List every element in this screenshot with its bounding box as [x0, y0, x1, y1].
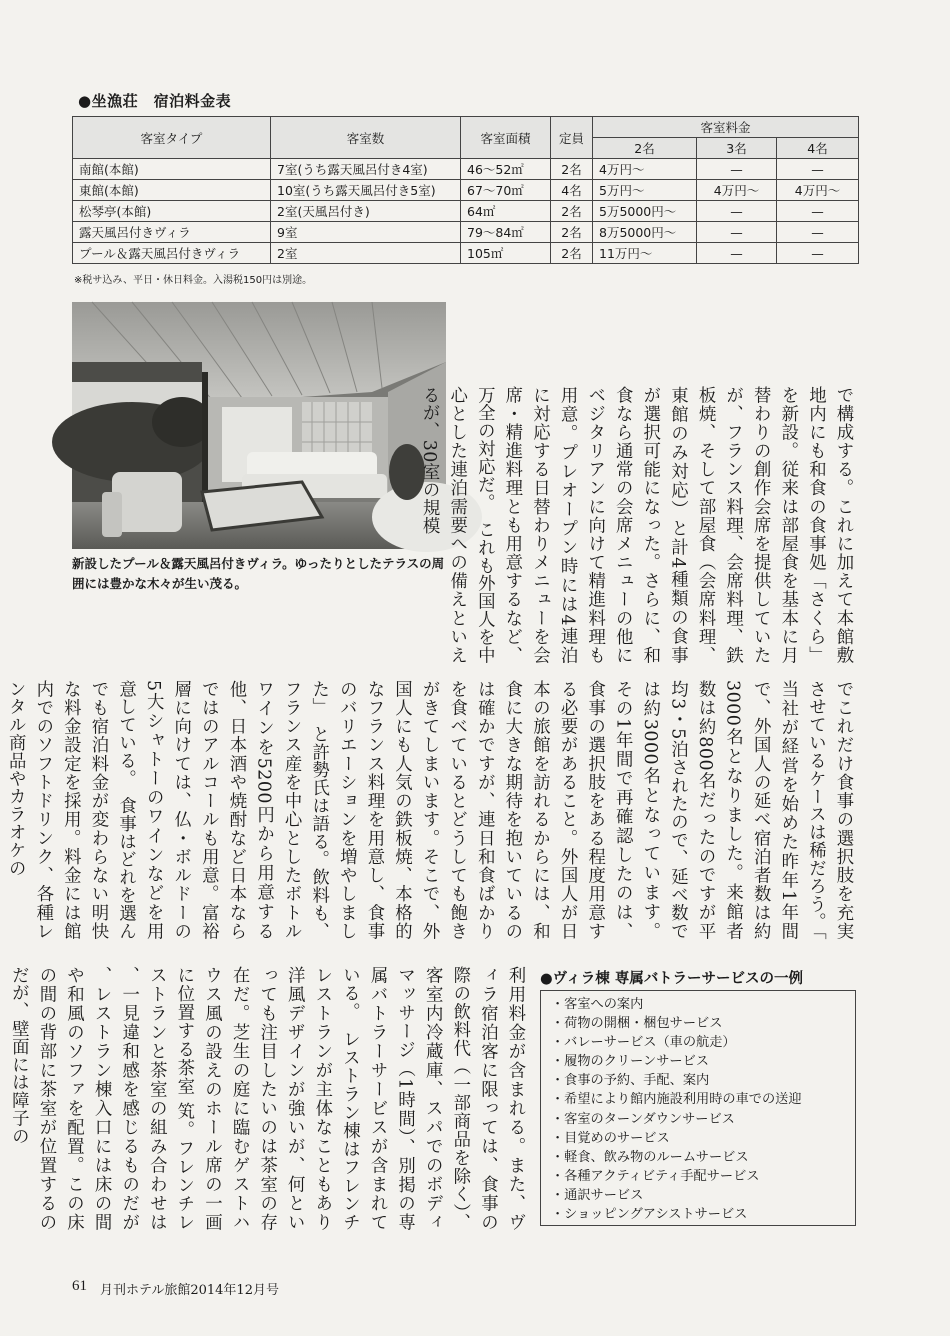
cell-room-count: 2室(天風呂付き) — [271, 201, 461, 222]
article-column-top: で構成する。これに加えて本館敷地内にも和食の食事処「さくら」を新設。従来は部屋食を基本に月替わりの創作会席を提供していたが、フランス料理、会席料理、鉄板焼、そして部屋食（会席料理、東館のみ対応）と計4種類の食事が選択可能になった。さらに、和食なら通常の会席メニューの他にベジタリアンに向けて精進料理も用意。プレオープン時には4連泊に対応する日替わりメニューを会席・精進料理とも用意するなど、万全の対応だ。 これも外国人を中心とした連泊需要への備えといえるが、30室の規模 — [419, 386, 853, 664]
cell-price-3: — — [697, 222, 777, 243]
list-item: ・軽食、飲み物のルームサービス — [551, 1149, 749, 1165]
service-list-title: ●ヴィラ棟 専属バトラーサービスの一例 — [540, 971, 804, 987]
cell-capacity: 4名 — [551, 180, 593, 201]
list-item: ・ショッピングアシストサービス — [551, 1207, 748, 1223]
cell-capacity: 2名 — [551, 243, 593, 264]
cell-room-count: 7室(うち露天風呂付き4室) — [271, 159, 461, 180]
cell-area: 67～70㎡ — [461, 180, 551, 201]
header-area: 客室面積 — [461, 117, 551, 159]
table-row — [73, 201, 859, 222]
list-item: ・食事の予約、手配、案内 — [551, 1073, 710, 1089]
cell-area: 64㎡ — [461, 201, 551, 222]
cell-room-count: 10室(うち露天風呂付き5室) — [271, 180, 461, 201]
service-list — [540, 990, 856, 1226]
cell-room-count: 9室 — [271, 222, 461, 243]
villa-interior-image — [72, 302, 446, 549]
cell-area: 46～52㎡ — [461, 159, 551, 180]
rate-table — [72, 116, 859, 264]
cell-room-type: 露天風呂付きヴィラ — [73, 222, 271, 243]
villa-photo — [72, 302, 446, 549]
article-column-bottom: 利用料金が含まれる。また、ヴィラ宿泊客に限っては、食事の際の飲料代（一部商品を除く）、客室内冷蔵庫、スパでのボディマッサージ（1時間）、別掲の専属バトラーサービスが含まれている。 レストラン棟はフレンチレストランが主体なこともあり洋風デザインが強いが、何といっても注目したいのは茶室の存在だ。芝生の庭に臨むゲストハウス風の設えのホール席の一画に位置する茶室 笂。フレンチレストランと茶室の組み合わせは、一見違和感を感じるものだが、レストラン棟入口には床の間や和風のソファを配置。この床の間の背部に茶室が位置するのだが、壁面には障子の — [8, 966, 525, 1231]
cell-price-4: — — [777, 159, 859, 180]
publication-name: 月刊ホテル旅館2014年12月号 — [100, 1283, 279, 1298]
list-item: ・希望により館内施設利用時の車での送迎 — [551, 1092, 802, 1108]
table-row — [73, 180, 859, 201]
table-title: ●坐漁荘 宿泊料金表 — [78, 92, 232, 110]
cell-room-type: 南館(本館) — [73, 159, 271, 180]
table-row — [73, 243, 859, 264]
list-item: ・目覚めのサービス — [551, 1130, 670, 1146]
header-capacity: 定員 — [551, 117, 593, 159]
table-row — [73, 159, 859, 180]
cell-price-4: — — [777, 243, 859, 264]
cell-price-3: 4万円～ — [697, 180, 777, 201]
header-price: 客室料金 — [593, 117, 859, 138]
cell-price-4: — — [777, 222, 859, 243]
list-item: ・客室のターンダウンサービス — [551, 1111, 735, 1127]
cell-capacity: 2名 — [551, 201, 593, 222]
list-item: ・各種アクティビティ手配サービス — [551, 1168, 760, 1184]
page-number: 61 — [72, 1278, 87, 1294]
table-note: ※税サ込み、平日・休日料金。入湯税150円は別途。 — [74, 275, 313, 286]
header-price-4: 4名 — [777, 138, 859, 159]
cell-price-2: 11万円～ — [593, 243, 697, 264]
cell-price-3: — — [697, 201, 777, 222]
header-price-3: 3名 — [697, 138, 777, 159]
cell-price-3: — — [697, 159, 777, 180]
article-column-middle: でこれだけ食事の選択肢を充実させているケースは稀だろう。「当社が経営を始めた昨年1年間で、外国人の延べ宿泊者数は約3000名となりました。来館者数は約800名だったのですが平均3・5泊されたので、延べ数では約3000名となっています。その1年間で再確認したのは、食事の選択肢をある程度用意する必要があること。外国人が日本の旅館を訪れるからには、和食に大きな期待を抱いているのは確かですが、連日和食ばかりを食べているとどうしても飽きがきてしまいます。そこで、外国人にも人気の鉄板焼、本格的なフランス料理を用意し、食事のバリエーションを増やしました」 と許勢氏は語る。飲料も、フランス産を中心としたボトルワインを5200円から用意する他、日本酒や焼酎など日本ならではのアルコールも用意。富裕層に向けては、仏・ボルドーの5大シャトーのワインなどを用意している。 食事はどれを選んでも宿泊料金が変わらない明快な料金設定を採用。料金には館内でのソフトドリンク、各種レンタル商品やカラオケの — [5, 680, 853, 940]
header-price-2: 2名 — [593, 138, 697, 159]
header-room-count: 客室数 — [271, 117, 461, 159]
cell-price-4: 4万円～ — [777, 180, 859, 201]
cell-room-count: 2室 — [271, 243, 461, 264]
cell-room-type: 東館(本館) — [73, 180, 271, 201]
photo-caption: 新設したプール＆露天風呂付きヴィラ。ゆったりとしたテラスの周囲には豊かな木々が生い茂る。 — [72, 556, 445, 591]
list-item: ・バレーサービス（車の航走） — [551, 1035, 736, 1051]
cell-capacity: 2名 — [551, 222, 593, 243]
cell-room-type: 松琴亭(本館) — [73, 201, 271, 222]
table-row — [73, 222, 859, 243]
cell-area: 105㎡ — [461, 243, 551, 264]
cell-area: 79～84㎡ — [461, 222, 551, 243]
cell-price-2: 4万円～ — [593, 159, 697, 180]
cell-price-2: 5万5000円～ — [593, 201, 697, 222]
list-item: ・客室への案内 — [551, 997, 644, 1012]
cell-price-3: — — [697, 243, 777, 264]
cell-price-2: 5万円～ — [593, 180, 697, 201]
list-item: ・通訳サービス — [551, 1187, 644, 1203]
cell-price-4: — — [777, 201, 859, 222]
list-item: ・履物のクリーンサービス — [551, 1054, 709, 1070]
cell-capacity: 2名 — [551, 159, 593, 180]
header-room-type: 客室タイプ — [73, 117, 271, 159]
cell-price-2: 8万5000円～ — [593, 222, 697, 243]
list-item: ・荷物の開梱・梱包サービス — [551, 1016, 723, 1032]
cell-room-type: プール＆露天風呂付きヴィラ — [73, 243, 271, 264]
